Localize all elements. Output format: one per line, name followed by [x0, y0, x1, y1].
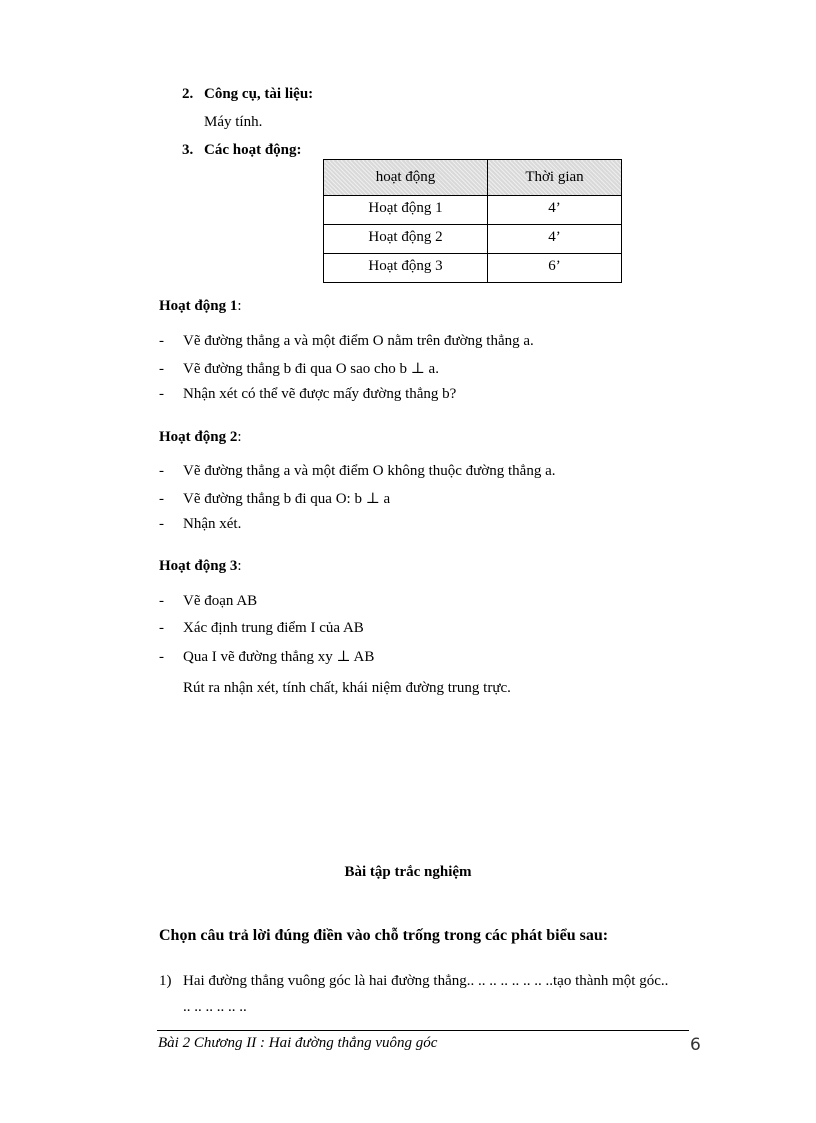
table-row [324, 196, 622, 225]
activity-1-colon: : [237, 298, 242, 314]
section-2-heading [182, 86, 313, 103]
footer-text: Bài 2 Chương II : Hai đường thẳng vuông góc [158, 1035, 438, 1051]
list-item-text: Xác định trung điểm I của AB [183, 620, 364, 636]
activity-2-colon: : [237, 429, 242, 445]
table-row [324, 254, 622, 283]
footer-divider [157, 1030, 689, 1031]
list-item [159, 620, 364, 637]
table-cell-time: 4’ [488, 196, 622, 225]
bullet-dash: - [159, 491, 164, 507]
table-cell-time: 4’ [488, 225, 622, 254]
list-item [159, 489, 390, 508]
question-1-number: 1) [159, 973, 172, 989]
list-item [159, 647, 374, 666]
list-item [159, 386, 456, 403]
activity-3-title: Hoạt động 3 [159, 558, 238, 574]
list-item [159, 333, 534, 350]
activity-1-heading [159, 298, 242, 315]
list-item [159, 593, 257, 610]
question-1-text: Hai đường thẳng vuông góc là hai đường thẳng.. .. .. .. .. .. .. ..tạo thành một góc.. [183, 973, 669, 989]
question-1-continuation: .. .. .. .. .. .. [183, 999, 247, 1015]
section-2-body: Máy tính. [204, 114, 263, 130]
activity-3-conclusion: Rút ra nhận xét, tính chất, khái niệm đường trung trực. [183, 680, 511, 696]
question-1 [159, 973, 668, 990]
page-number: 6 [690, 1035, 701, 1055]
exercise-heading: Bài tập trắc nghiệm [344, 864, 472, 880]
section-3-title: Các hoạt động: [204, 142, 302, 158]
table-cell-time: 6’ [488, 254, 622, 283]
activity-3-heading [159, 558, 242, 575]
table-cell-activity: Hoạt động 3 [324, 254, 488, 283]
activity-3-colon: : [237, 558, 242, 574]
bullet-dash: - [159, 649, 164, 665]
exercise-instruction: Chọn câu trả lời đúng điền vào chỗ trống trong các phát biểu sau: [159, 927, 609, 944]
table-header-time: Thời gian [488, 160, 622, 196]
table-cell-activity: Hoạt động 1 [324, 196, 488, 225]
list-item-text: Vẽ đường thẳng a và một điểm O nằm trên đường thẳng a. [183, 333, 534, 349]
list-item [159, 516, 241, 533]
section-2-title: Công cụ, tài liệu: [204, 86, 314, 102]
section-3-heading [182, 142, 302, 159]
activity-time-table [323, 159, 622, 283]
list-item-text: Vẽ đường thẳng b đi qua O: b ⊥ a [183, 491, 391, 507]
bullet-dash: - [159, 593, 164, 609]
table-header-activity: hoạt động [324, 160, 488, 196]
section-2-number: 2. [182, 86, 194, 102]
section-3-number: 3. [182, 142, 194, 158]
list-item-text: Vẽ đoạn AB [183, 593, 258, 609]
bullet-dash: - [159, 386, 164, 402]
table-header-row [324, 160, 622, 196]
list-item-text: Vẽ đường thẳng b đi qua O sao cho b ⊥ a. [183, 361, 439, 377]
activity-2-title: Hoạt động 2 [159, 429, 238, 445]
list-item-text: Qua I vẽ đường thẳng xy ⊥ AB [183, 649, 375, 665]
bullet-dash: - [159, 361, 164, 377]
list-item [159, 463, 555, 480]
table-cell-activity: Hoạt động 2 [324, 225, 488, 254]
activity-2-heading [159, 429, 242, 446]
table-row [324, 225, 622, 254]
bullet-dash: - [159, 463, 164, 479]
activity-1-title: Hoạt động 1 [159, 298, 238, 314]
list-item-text: Nhận xét. [183, 516, 242, 532]
list-item-text: Vẽ đường thẳng a và một điểm O không thuộc đường thẳng a. [183, 463, 556, 479]
list-item [159, 359, 439, 378]
bullet-dash: - [159, 516, 164, 532]
bullet-dash: - [159, 620, 164, 636]
bullet-dash: - [159, 333, 164, 349]
list-item-text: Nhận xét có thể vẽ được mấy đường thẳng b? [183, 386, 457, 402]
